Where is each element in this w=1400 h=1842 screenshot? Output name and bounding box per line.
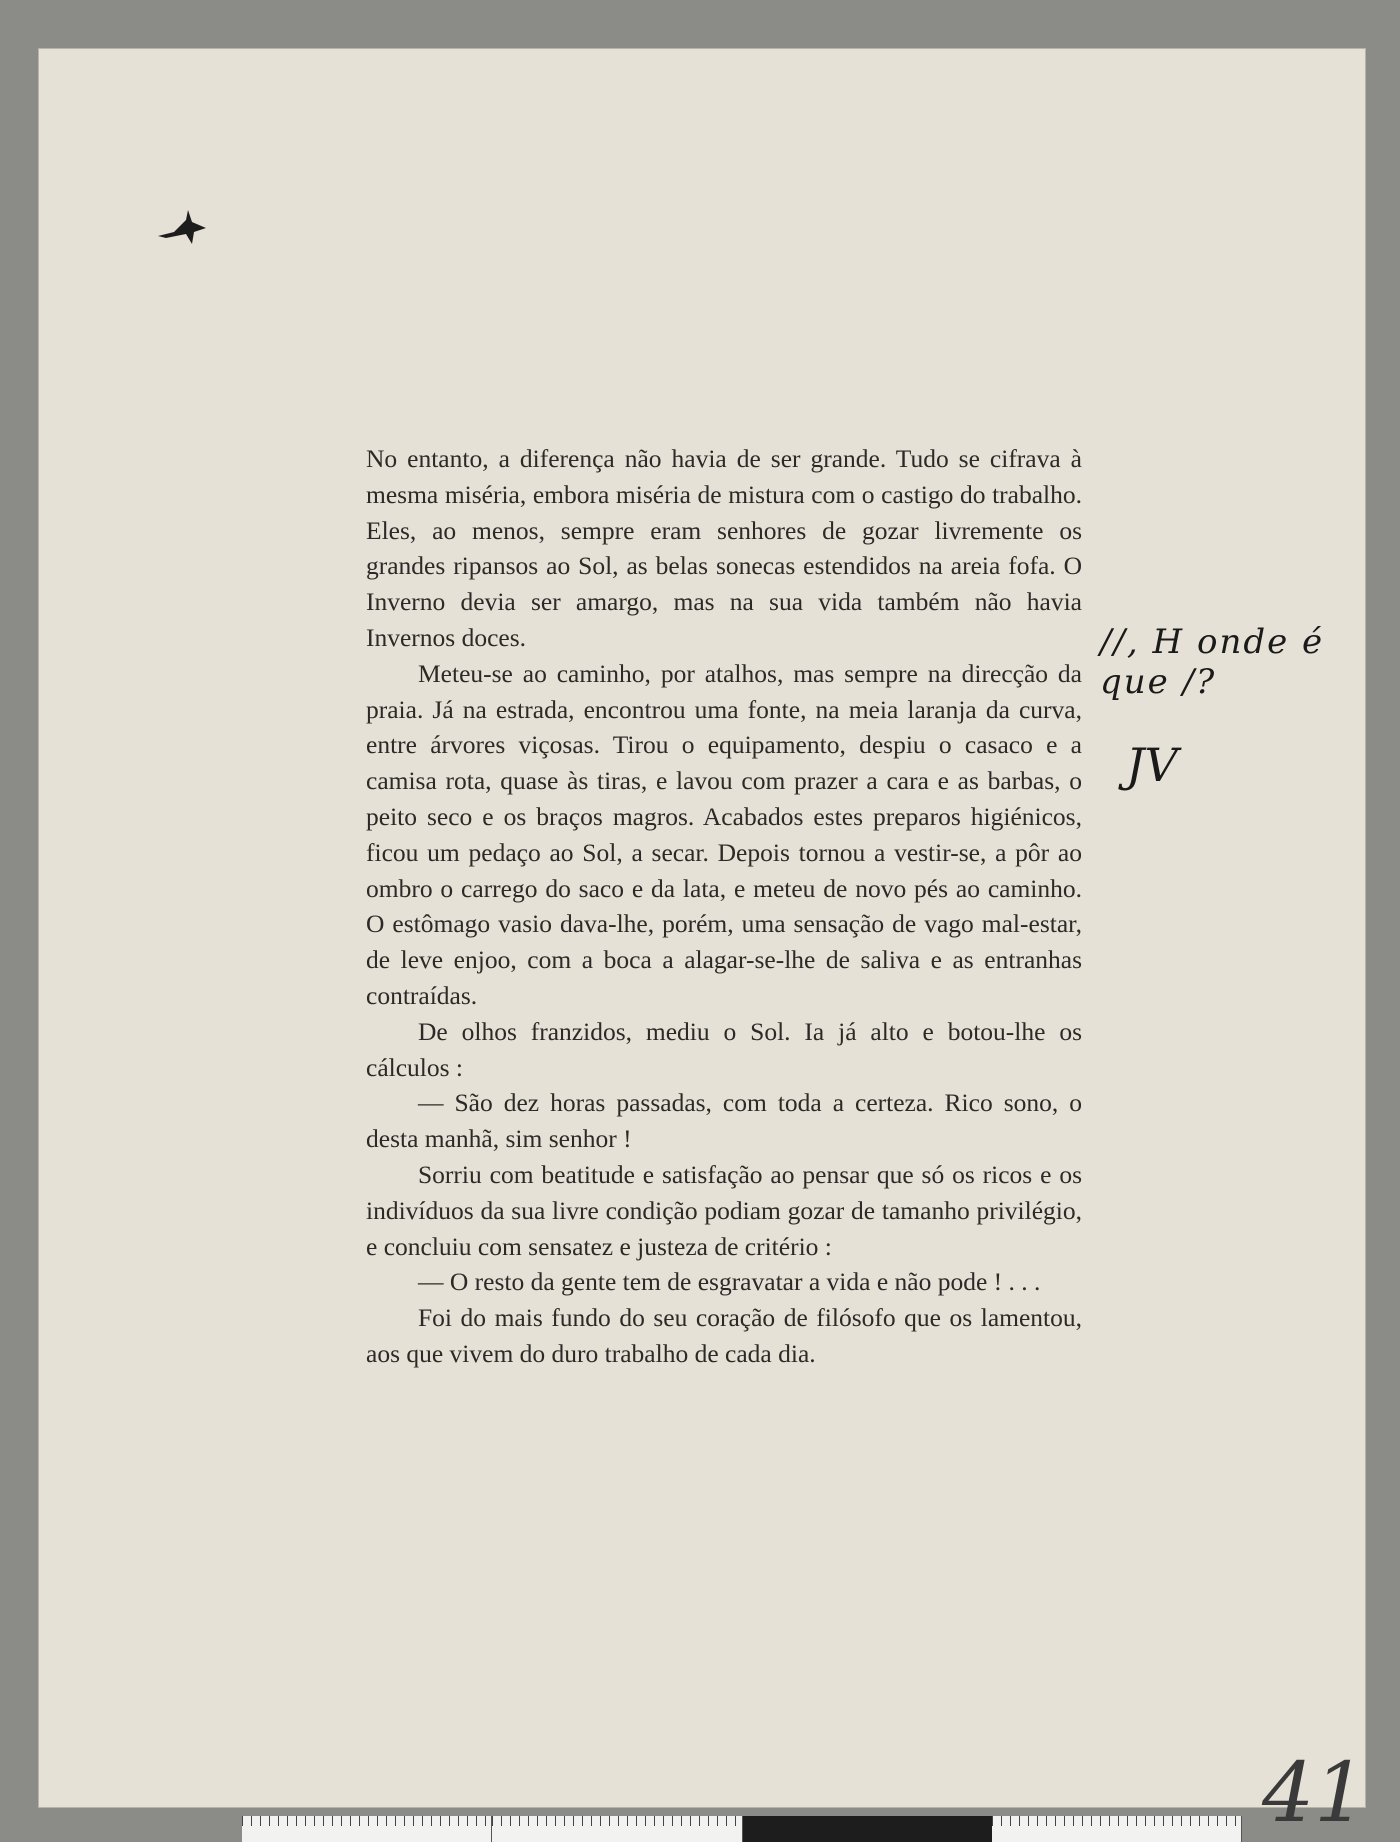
- paragraph-5: Sorriu com beatitude e satisfação ao pensar que só os ricos e os indivíduos da sua livre condição podiam gozar de tamanho privilégio, e concluiu com sensatez e justeza de critério :: [366, 1159, 1082, 1261]
- paragraph-3: De olhos franzidos, mediu o Sol. Ia já alto e botou-lhe os cálculos :: [366, 1016, 1082, 1082]
- ruler-segment-dark: [743, 1816, 992, 1842]
- paragraph-2: Meteu-se ao caminho, por atalhos, mas sempre na direcção da praia. Já na estrada, encontrou uma fonte, na meia laranja da curva, entre árvores viçosas. Tirou o equipamento, despiu o casaco e a camisa rota, quase às tiras, e lavou com prazer a cara e as barbas, o peito seco e os braços magros. Acabados estes preparos higiénicos, ficou um pedaço ao Sol, a secar. Depois tornou a vestir-se, a pôr ao ombro o carrego do saco e da lata, e meteu de novo pés ao caminho. O estômago vasio dava-lhe, porém, uma sensação de vago mal-estar, de leve enjoo, com a boca a alagar-se-lhe de saliva e as entranhas contraídas.: [366, 658, 1082, 1010]
- paragraph-6: — O resto da gente tem de esgravatar a vida e não pode ! . . .: [418, 1267, 1041, 1297]
- handwritten-margin-note: //, H onde é que /?: [1100, 622, 1325, 702]
- scale-ruler: [242, 1816, 1242, 1842]
- manuscript-page: [38, 48, 1367, 1841]
- paragraph-4: — São dez horas passadas, com toda a certeza. Rico sono, o desta manhã, sim senhor !: [366, 1088, 1082, 1154]
- paragraph-1: No entanto, a diferença não havia de ser grande. Tudo se cifrava à mesma miséria, embora miséria de mistura com o castigo do trabalho. Eles, ao menos, sempre eram senhores de gozar livremente os grandes ripansos ao Sol, as belas sonecas estendidos na areia fofa. O Inverno devia ser amargo, mas na sua vida também não havia Invernos doces.: [366, 444, 1082, 652]
- page-number: 41: [1262, 1746, 1367, 1841]
- star-mark-icon: [156, 206, 210, 246]
- handwritten-initials: JV: [1126, 738, 1178, 792]
- ruler-segment-light: [992, 1816, 1242, 1842]
- ruler-segment-light: [492, 1816, 742, 1842]
- paragraph-7: Foi do mais fundo do seu coração de filósofo que os lamentou, aos que vivem do duro trabalho de cada dia.: [366, 1303, 1082, 1368]
- typed-text-block: [366, 441, 1082, 1372]
- ruler-segment-light: [242, 1816, 492, 1842]
